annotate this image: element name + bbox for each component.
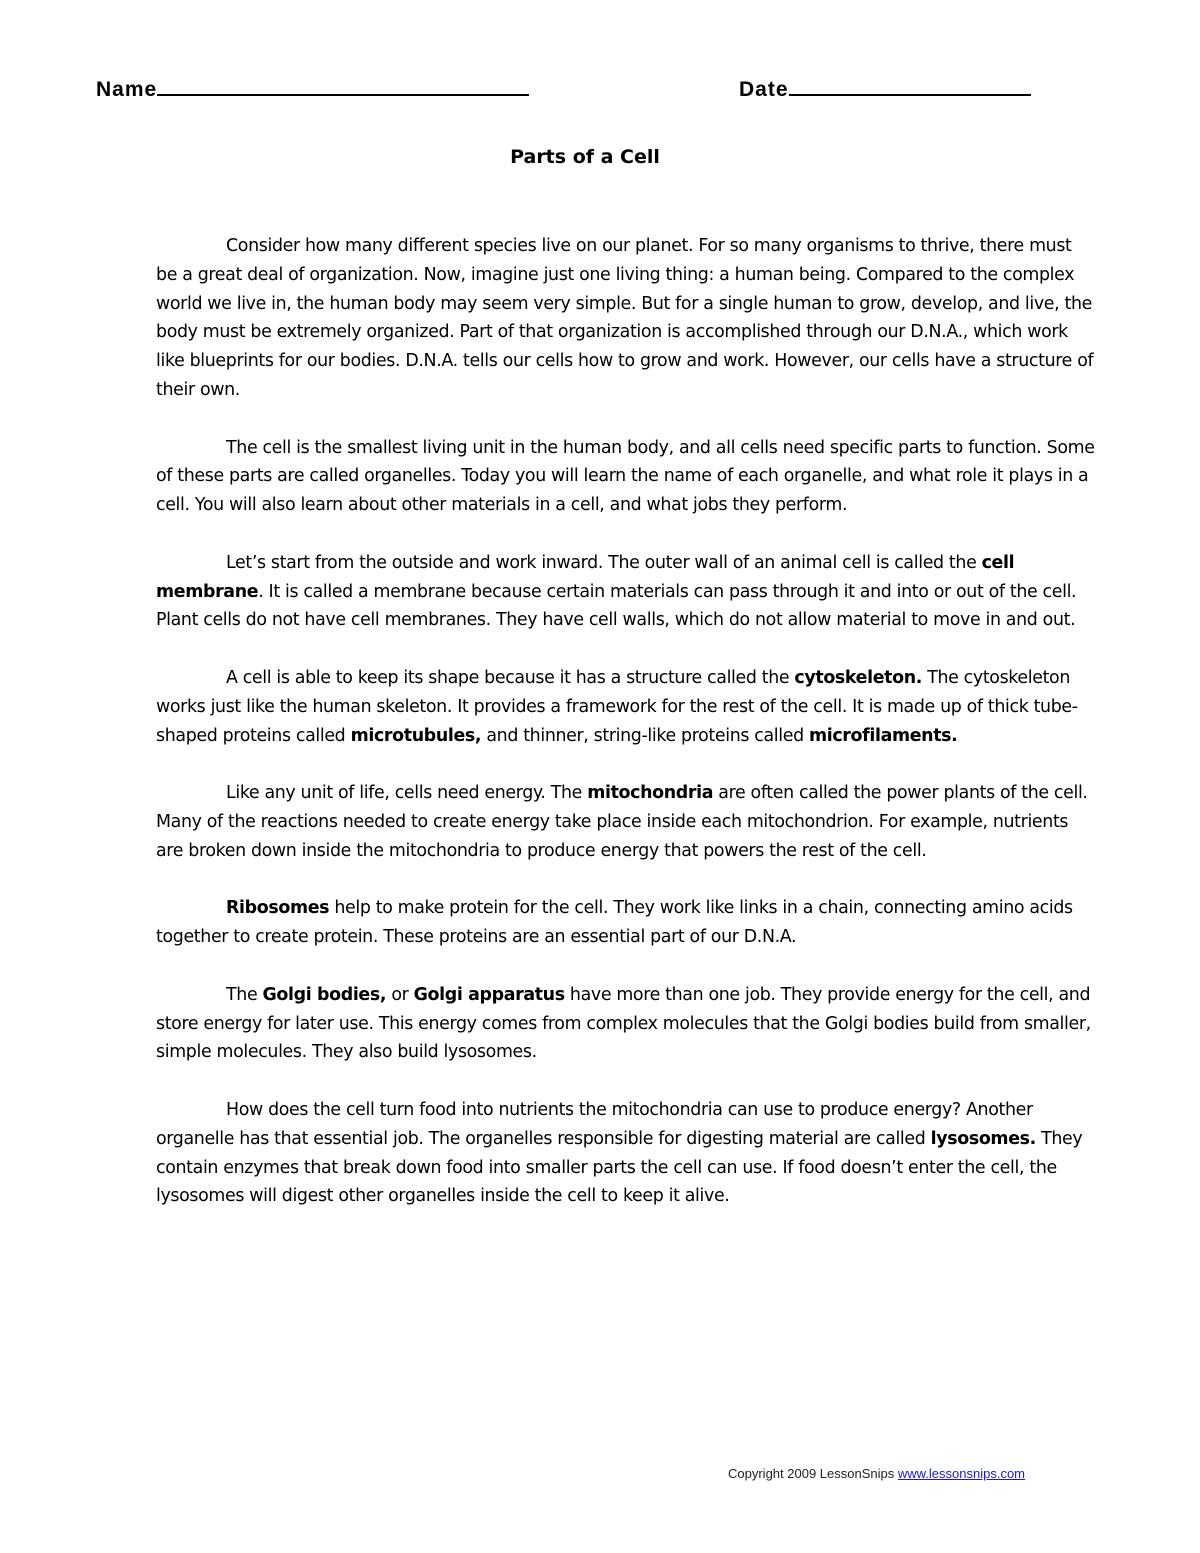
term-lysosomes: lysosomes. (930, 1128, 1036, 1149)
term-microfilaments: microfilaments. (808, 725, 958, 746)
term-cytoskeleton: cytoskeleton. (794, 667, 923, 688)
name-label: Name (96, 78, 158, 101)
paragraph-golgi: The Golgi bodies, or Golgi apparatus have more than one job. They provide energy for the cell, and store energy for later use. This energy comes from complex molecules that the Golgi bodies build from smaller, simple molecules. They also build lysosomes. (156, 984, 1091, 1063)
paragraph-organelles: The cell is the smallest living unit in the human body, and all cells need specific parts to function. Some of these parts are called organelles. Today you will learn the name of each organelle, and what role it plays in a cell. You will also learn about other materials in a cell, and what jobs they perform. (156, 437, 1095, 516)
paragraph-cell-membrane: Let’s start from the outside and work inward. The outer wall of an animal cell is called the cell membrane. It is called a membrane because certain materials can pass through it and into or out of the cell. Plant cells do not have cell membranes. They have cell walls, which do not allow material to move in and out. (156, 552, 1077, 631)
term-mitochondria: mitochondria (587, 783, 714, 804)
copyright-text: Copyright 2009 LessonSnips (728, 1466, 898, 1481)
date-label: Date (739, 78, 789, 101)
term-golgi-bodies: Golgi bodies, (262, 984, 387, 1005)
name-blank-line[interactable] (157, 74, 529, 96)
paragraph-intro: Consider how many different species live on our planet. For so many organisms to thrive, there must be a great deal of organization. Now, imagine just one living thing: a human being. Compared to the complex world we live in, the human body may seem very simple. But for a single human to grow, develop, and live, the body must be extremely organized. Part of that organization is accomplished through our D.N.A., which work like blueprints for our bodies. D.N.A. tells our cells how to grow and work. However, our cells have a structure of their own. (156, 236, 1094, 400)
term-cell-membrane: cell membrane (156, 552, 1015, 602)
reading-passage (156, 232, 1096, 1240)
page-title: Parts of a Cell (510, 146, 660, 168)
date-field (739, 74, 1031, 102)
date-blank-line[interactable] (789, 74, 1031, 96)
term-microtubules: microtubules, (350, 725, 482, 746)
paragraph-lysosomes: How does the cell turn food into nutrients the mitochondria can use to produce energy? Another organelle has that essential job. The organelles responsible for digesting material are called lysosomes. They contain enzymes that break down food into smaller parts the cell can use. If food doesn’t enter the cell, the lysosomes will digest other organelles inside the cell to keep it alive. (156, 1099, 1083, 1207)
lessonsnips-link[interactable]: www.lessonsnips.com (897, 1466, 1025, 1481)
paragraph-cytoskeleton: A cell is able to keep its shape because it has a structure called the cytoskeleton. The cytoskeleton works just like the human skeleton. It provides a framework for the rest of the cell. It is made up of thick tube-shaped proteins called microtubules, and thinner, string-like proteins called microfilaments. (156, 667, 1078, 746)
paragraph-ribosomes: Ribosomes help to make protein for the cell. They work like links in a chain, connecting amino acids together to create protein. These proteins are an essential part of our D.N.A. (156, 898, 1073, 948)
copyright-footer (728, 1466, 1025, 1481)
paragraph-mitochondria: Like any unit of life, cells need energy. The mitochondria are often called the power plants of the cell. Many of the reactions needed to create energy take place inside each mitochondrion. For example, nutrients are broken down inside the mitochondria to produce energy that powers the rest of the cell. (156, 783, 1088, 861)
term-ribosomes: Ribosomes (226, 898, 330, 919)
name-field (96, 74, 529, 102)
term-golgi-apparatus: Golgi apparatus (413, 984, 565, 1005)
